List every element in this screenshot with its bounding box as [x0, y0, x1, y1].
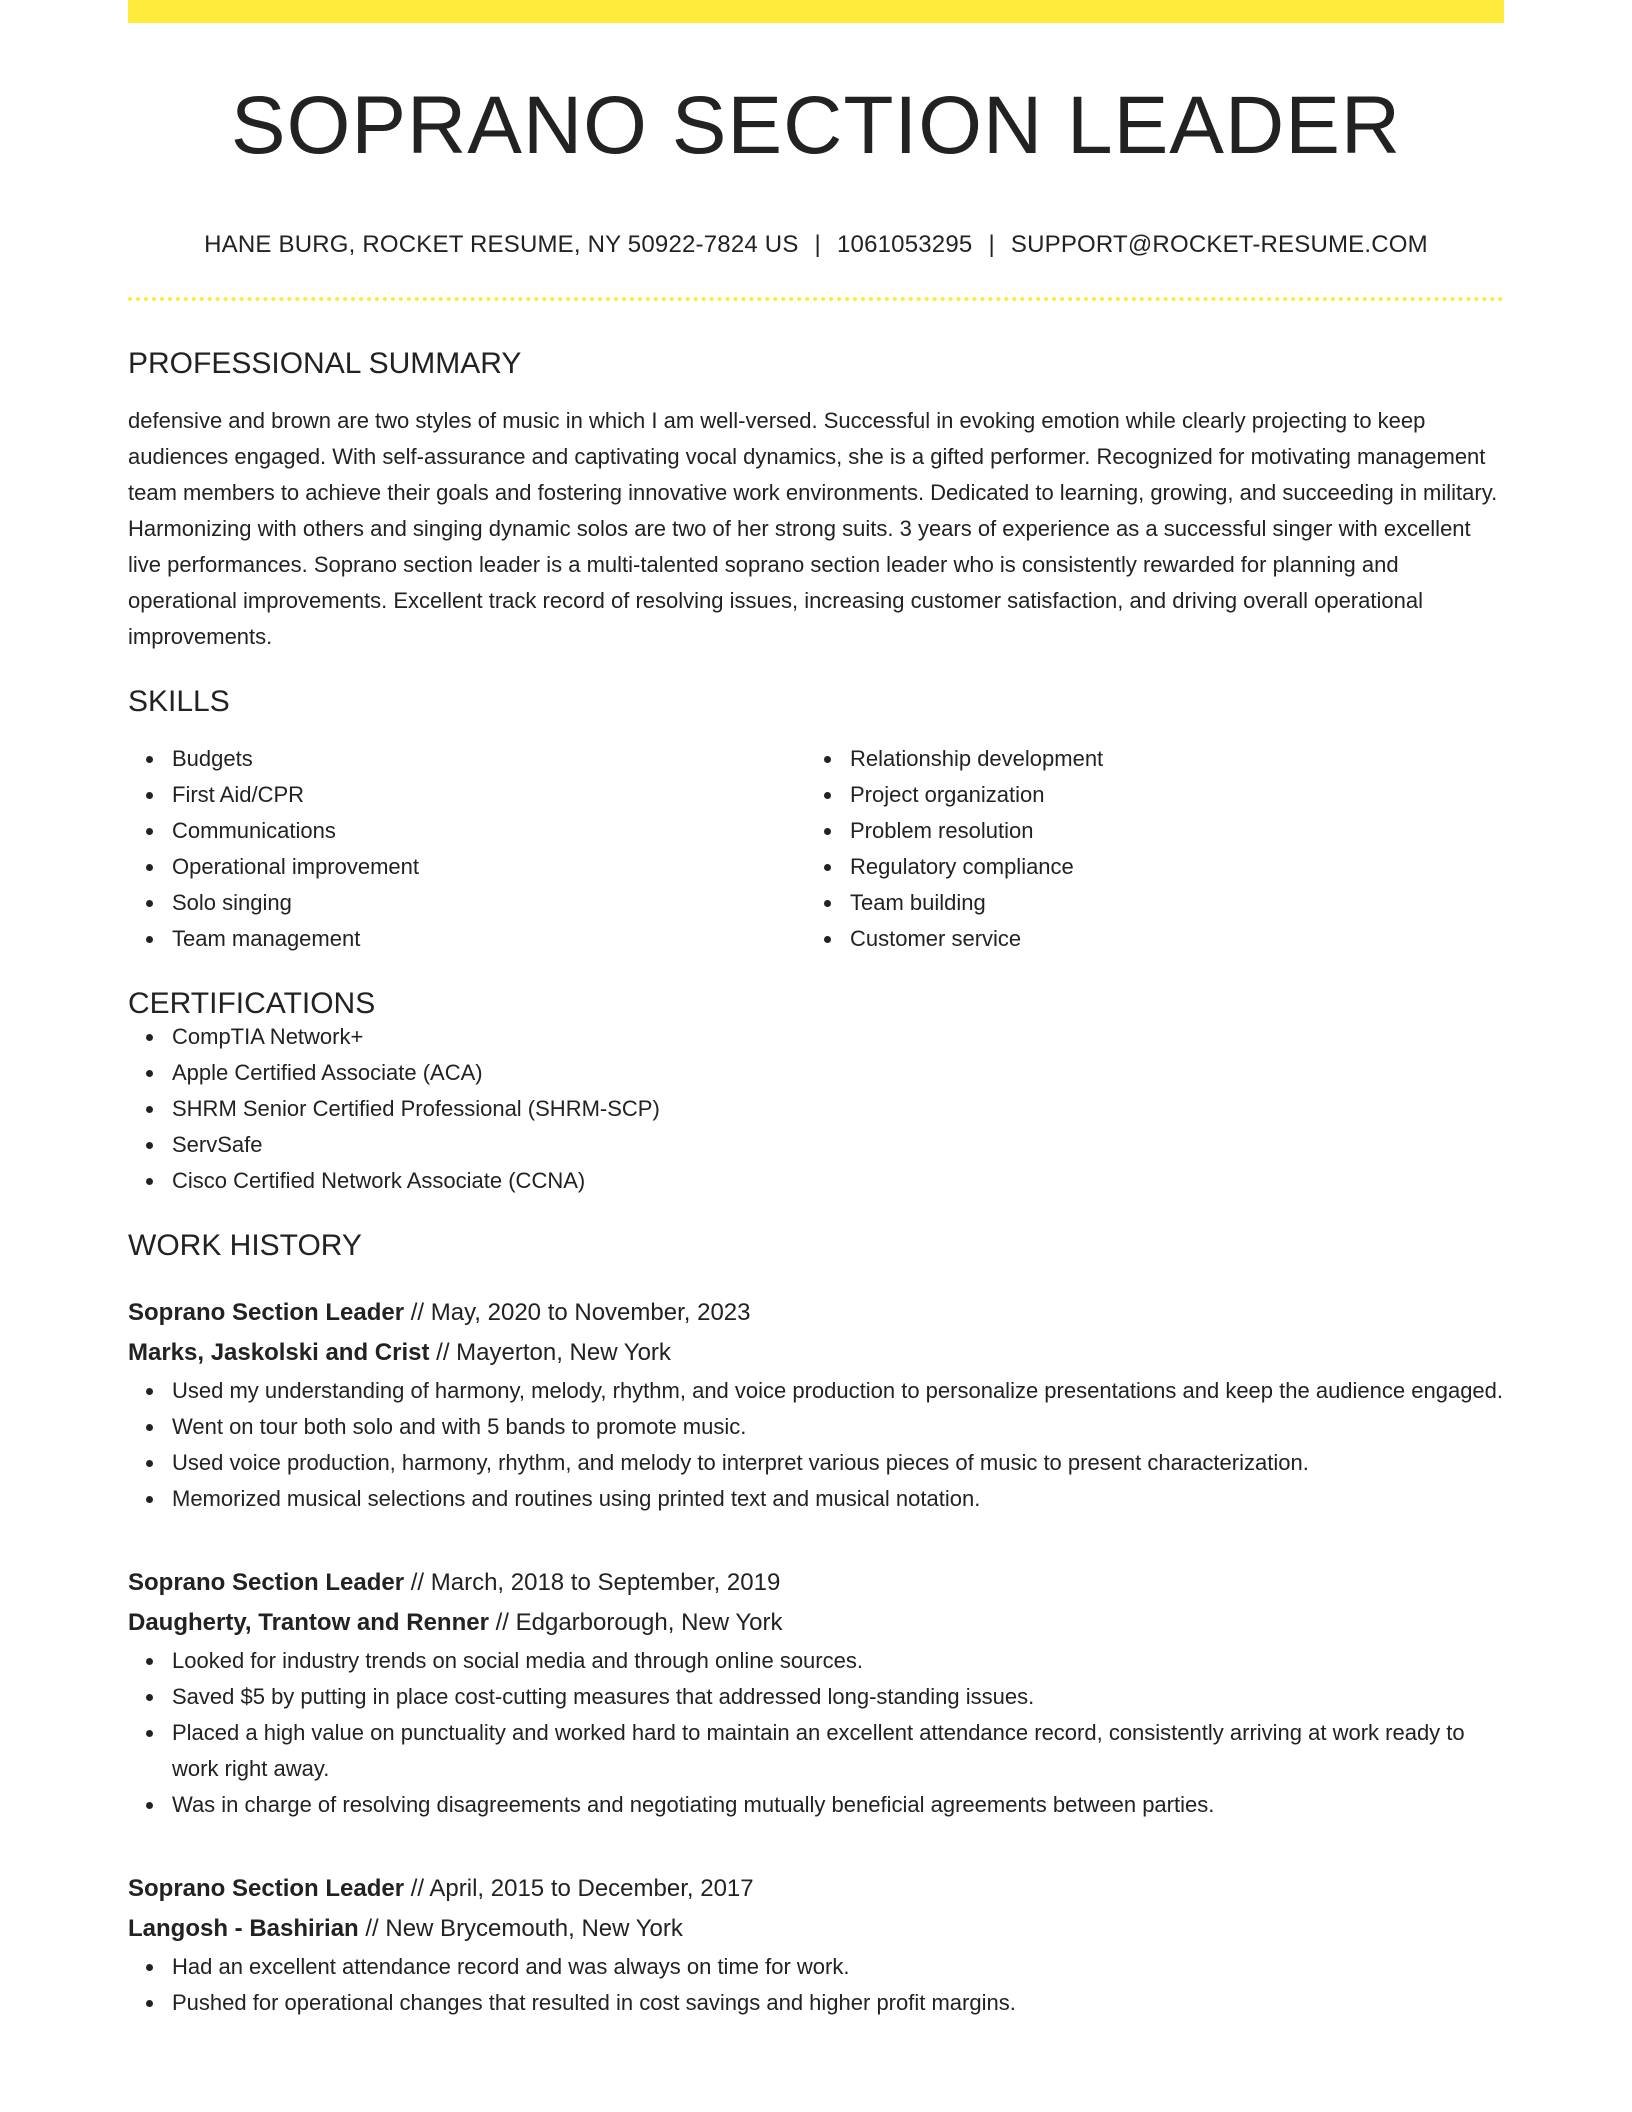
section-title-certifications: CERTIFICATIONS — [128, 987, 376, 1020]
job-role: Soprano Section Leader — [128, 1299, 405, 1326]
skill-item: Team management — [128, 921, 806, 957]
job-company: Daugherty, Trantow and Renner — [128, 1609, 489, 1636]
skill-item: Communications — [128, 813, 806, 849]
section-title-summary: PROFESSIONAL SUMMARY — [128, 347, 522, 380]
job-company: Langosh - Bashirian — [128, 1915, 359, 1942]
contact-address: HANE BURG, ROCKET RESUME, NY 50922-7824 US — [204, 231, 799, 258]
skill-item: Team building — [806, 885, 1484, 921]
contact-separator: | — [814, 231, 821, 258]
skills-columns — [128, 741, 1504, 957]
job-role-line — [128, 1293, 1504, 1333]
certification-item: Cisco Certified Network Associate (CCNA) — [128, 1163, 1504, 1199]
job-dates: // March, 2018 to September, 2019 — [404, 1569, 781, 1596]
contact-phone: 1061053295 — [836, 231, 973, 258]
skill-item: Regulatory compliance — [806, 849, 1484, 885]
job-company-line — [128, 1333, 1504, 1373]
certifications-list — [128, 1019, 1504, 1199]
skills-column-left — [128, 741, 806, 957]
job-location: // New Brycemouth, New York — [358, 1915, 683, 1942]
certification-item: Apple Certified Associate (ACA) — [128, 1055, 1504, 1091]
job-company-line — [128, 1603, 1504, 1643]
dotted-divider — [128, 297, 1504, 301]
job-bullet: Placed a high value on punctuality and worked hard to maintain an excellent attendance record, consistently arriving at work ready to work right away. — [128, 1715, 1504, 1787]
job-bullet: Used voice production, harmony, rhythm, and melody to interpret various pieces of music to present characterization. — [128, 1445, 1504, 1481]
skill-item: First Aid/CPR — [128, 777, 806, 813]
job-dates: // May, 2020 to November, 2023 — [404, 1299, 751, 1326]
skill-item: Problem resolution — [806, 813, 1484, 849]
skill-item: Operational improvement — [128, 849, 806, 885]
job-bullet: Pushed for operational changes that resulted in cost savings and higher profit margins. — [128, 1985, 1504, 2021]
section-title-work-history: WORK HISTORY — [128, 1229, 362, 1262]
certification-item: ServSafe — [128, 1127, 1504, 1163]
job-dates: // April, 2015 to December, 2017 — [404, 1875, 754, 1902]
job-role-line — [128, 1869, 1504, 1909]
job-location: // Mayerton, New York — [429, 1339, 671, 1366]
certification-item: SHRM Senior Certified Professional (SHRM-SCP) — [128, 1091, 1504, 1127]
contact-separator: | — [988, 231, 995, 258]
resume-page — [128, 0, 1504, 2021]
skills-list-right — [806, 741, 1484, 957]
job-company: Marks, Jaskolski and Crist — [128, 1339, 430, 1366]
section-title-skills: SKILLS — [128, 685, 230, 718]
job-entry — [128, 1293, 1504, 1517]
skill-item: Budgets — [128, 741, 806, 777]
job-bullet: Looked for industry trends on social media and through online sources. — [128, 1643, 1504, 1679]
job-role-line — [128, 1563, 1504, 1603]
skill-item: Solo singing — [128, 885, 806, 921]
job-bullet: Memorized musical selections and routines using printed text and musical notation. — [128, 1481, 1504, 1517]
resume-name-title: SOPRANO SECTION LEADER — [230, 80, 1402, 171]
job-bullet: Went on tour both solo and with 5 bands to promote music. — [128, 1409, 1504, 1445]
job-entry — [128, 1869, 1504, 2021]
job-role: Soprano Section Leader — [128, 1875, 405, 1902]
summary-text: defensive and brown are two styles of music in which I am well-versed. Successful in evoking emotion while clearly projecting to keep audiences engaged. With self-assurance and captivating vocal dynamics, she is a gifted performer. Recognized for motivating management team members to achieve their goals and fostering innovative work environments. Dedicated to learning, growing, and succeeding in military. Harmonizing with others and singing dynamic solos are two of her strong suits. 3 years of experience as a successful singer with excellent live performances. Soprano section leader is a multi-talented soprano section leader who is consistently rewarded for planning and operational improvements. Excellent track record of resolving issues, increasing customer satisfaction, and driving overall operational improvements. — [128, 408, 1498, 649]
job-company-line — [128, 1909, 1504, 1949]
job-location: // Edgarborough, New York — [488, 1609, 783, 1636]
skills-list-left — [128, 741, 806, 957]
skill-item: Project organization — [806, 777, 1484, 813]
contact-line — [128, 233, 1504, 257]
job-bullets — [128, 1643, 1504, 1823]
certification-item: CompTIA Network+ — [128, 1019, 1504, 1055]
accent-top-bar — [128, 0, 1504, 23]
contact-email: SUPPORT@ROCKET-RESUME.COM — [1010, 231, 1428, 258]
skill-item: Relationship development — [806, 741, 1484, 777]
job-bullets — [128, 1949, 1504, 2021]
job-bullet: Used my understanding of harmony, melody, rhythm, and voice production to personalize presentations and keep the audience engaged. — [128, 1373, 1504, 1409]
job-bullet: Saved $5 by putting in place cost-cutting measures that addressed long-standing issues. — [128, 1679, 1504, 1715]
job-entry — [128, 1563, 1504, 1823]
skill-item: Customer service — [806, 921, 1484, 957]
job-role: Soprano Section Leader — [128, 1569, 405, 1596]
job-bullets — [128, 1373, 1504, 1517]
skills-column-right — [806, 741, 1484, 957]
job-bullet: Was in charge of resolving disagreements and negotiating mutually beneficial agreements between parties. — [128, 1787, 1504, 1823]
job-bullet: Had an excellent attendance record and was always on time for work. — [128, 1949, 1504, 1985]
